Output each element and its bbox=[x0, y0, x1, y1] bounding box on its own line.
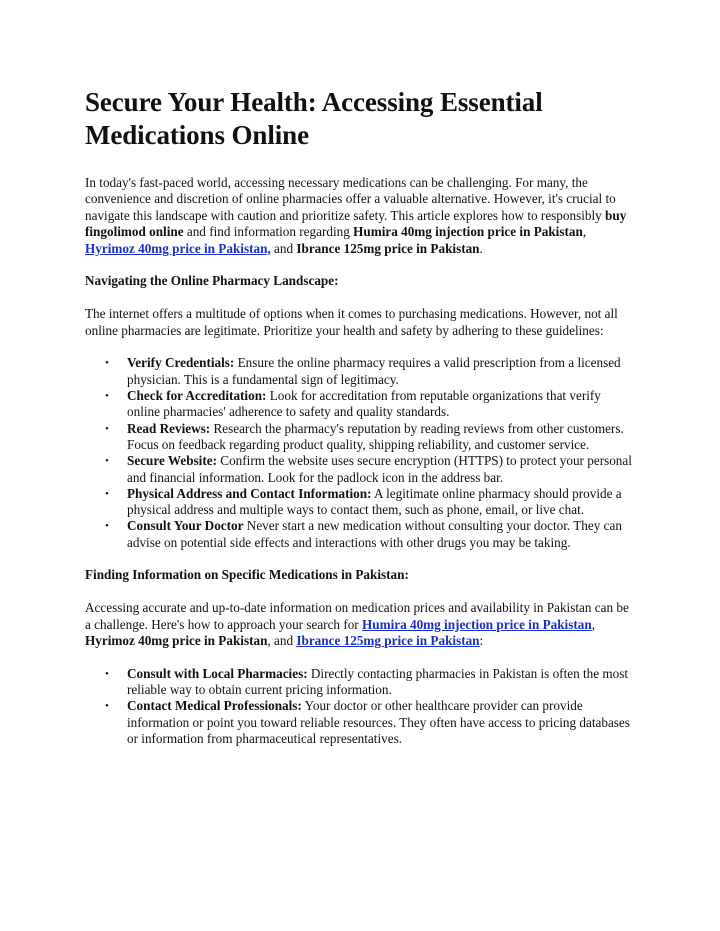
spacer bbox=[85, 290, 637, 306]
intro-paragraph bbox=[85, 175, 637, 257]
humira-link[interactable]: Humira 40mg injection price in Pakistan bbox=[362, 616, 592, 632]
list-item bbox=[85, 486, 637, 519]
bullet-icon: • bbox=[105, 487, 109, 500]
intro-bold-1: buy fingolimod online bbox=[85, 207, 627, 240]
intro-text-5: . bbox=[479, 240, 483, 256]
list-item-title: Consult with Local Pharmacies: bbox=[127, 665, 308, 681]
list-item-text: Ensure the online pharmacy requires a valid prescription from a licensed physician. This is a fundamental sign of legitimacy. bbox=[127, 355, 621, 387]
section2-bold-1: Hyrimoz 40mg price in Pakistan bbox=[85, 632, 268, 648]
list-item-text: Confirm the website uses secure encryption (HTTPS) to protect your personal and financial information. Look for the padlock icon in the address bar. bbox=[127, 453, 632, 485]
section1-heading: Navigating the Online Pharmacy Landscape: bbox=[85, 273, 339, 289]
section1-paragraph: The internet offers a multitude of options when it comes to purchasing medications. However, not all online pharmacies are legitimate. Prioritize your health and safety by adhering to these guidelines: bbox=[85, 306, 618, 338]
list-item-title: Check for Accreditation: bbox=[127, 388, 267, 404]
guidelines-list bbox=[85, 355, 637, 551]
list-item-title: Physical Address and Contact Information: bbox=[127, 485, 372, 501]
list-item-text: Look for accreditation from reputable organizations that verify online pharmacies' adherence to safety and quality standards. bbox=[127, 388, 601, 420]
list-item-text: Research the pharmacy's reputation by reading reviews from other customers. Focus on feedback regarding product quality, shipping reliability, and customer service. bbox=[127, 420, 624, 452]
list-item-title: Secure Website: bbox=[127, 453, 217, 469]
spacer bbox=[85, 649, 637, 665]
spacer bbox=[85, 551, 637, 567]
section2-text-3: , and bbox=[267, 632, 297, 648]
list-item bbox=[85, 698, 637, 747]
list-item-text: Never start a new medication without consulting your doctor. They can advise on potential side effects and interactions with other drugs you may be taking. bbox=[127, 518, 622, 550]
bullet-icon: • bbox=[105, 700, 109, 713]
bullet-icon: • bbox=[105, 455, 109, 468]
intro-text-1: In today's fast-paced world, accessing necessary medications can be challenging. For many, the convenience and discretion of online pharmacies offer a valuable alternative. However, it's crucial to navigate this landscape with caution and prioritize safety. This article explores how to responsibly bbox=[85, 175, 616, 223]
hyrimoz-link[interactable]: Hyrimoz 40mg price in Pakistan, bbox=[85, 240, 271, 256]
list-item-text: Directly contacting pharmacies in Pakistan is often the most reliable way to obtain current pricing information. bbox=[127, 665, 629, 698]
section2-text-4: : bbox=[479, 632, 484, 648]
section2-text-2: , bbox=[591, 616, 595, 632]
bullet-icon: • bbox=[105, 390, 109, 403]
list-item-title: Verify Credentials: bbox=[127, 355, 235, 371]
page-title: Secure Your Health: Accessing Essential Medications Online bbox=[85, 87, 543, 150]
bullet-icon: • bbox=[105, 357, 109, 370]
list-item-text: A legitimate online pharmacy should provide a physical address and multiple ways to contact them, such as phone, email, or live chat. bbox=[127, 485, 622, 518]
list-item bbox=[85, 453, 637, 486]
list-item-text: Your doctor or other healthcare provider can provide information or point you toward reliable resources. They often have access to pricing databases or information from pharmaceutical representatives. bbox=[127, 698, 630, 746]
list-item bbox=[85, 421, 637, 454]
list-item-title: Consult Your Doctor bbox=[127, 518, 244, 534]
intro-bold-3: Ibrance 125mg price in Pakistan bbox=[296, 240, 480, 256]
list-item bbox=[85, 518, 637, 551]
document-page bbox=[85, 86, 637, 747]
spacer bbox=[85, 257, 637, 273]
intro-bold-2: Humira 40mg injection price in Pakistan bbox=[353, 224, 583, 240]
list-item bbox=[85, 355, 637, 388]
pakistan-tips-list bbox=[85, 666, 637, 747]
bullet-icon: • bbox=[105, 667, 109, 680]
list-item-title: Contact Medical Professionals: bbox=[127, 698, 302, 714]
section2-text-1: Accessing accurate and up-to-date information on medication prices and availability in Pakistan can be a challenge. Here's how to approach your search for bbox=[85, 600, 629, 632]
bullet-icon: • bbox=[105, 520, 109, 533]
section2-heading: Finding Information on Specific Medications in Pakistan: bbox=[85, 567, 409, 583]
spacer bbox=[85, 339, 637, 355]
intro-text-2: and find information regarding bbox=[183, 224, 354, 240]
ibrance-link[interactable]: Ibrance 125mg price in Pakistan bbox=[296, 632, 480, 648]
bullet-icon: • bbox=[105, 422, 109, 435]
section2-paragraph bbox=[85, 600, 637, 649]
list-item-title: Read Reviews: bbox=[127, 420, 211, 436]
list-item bbox=[85, 666, 637, 699]
spacer bbox=[85, 584, 637, 600]
intro-text-3: , bbox=[582, 224, 587, 240]
intro-text-4: and bbox=[270, 240, 297, 256]
list-item bbox=[85, 388, 637, 421]
